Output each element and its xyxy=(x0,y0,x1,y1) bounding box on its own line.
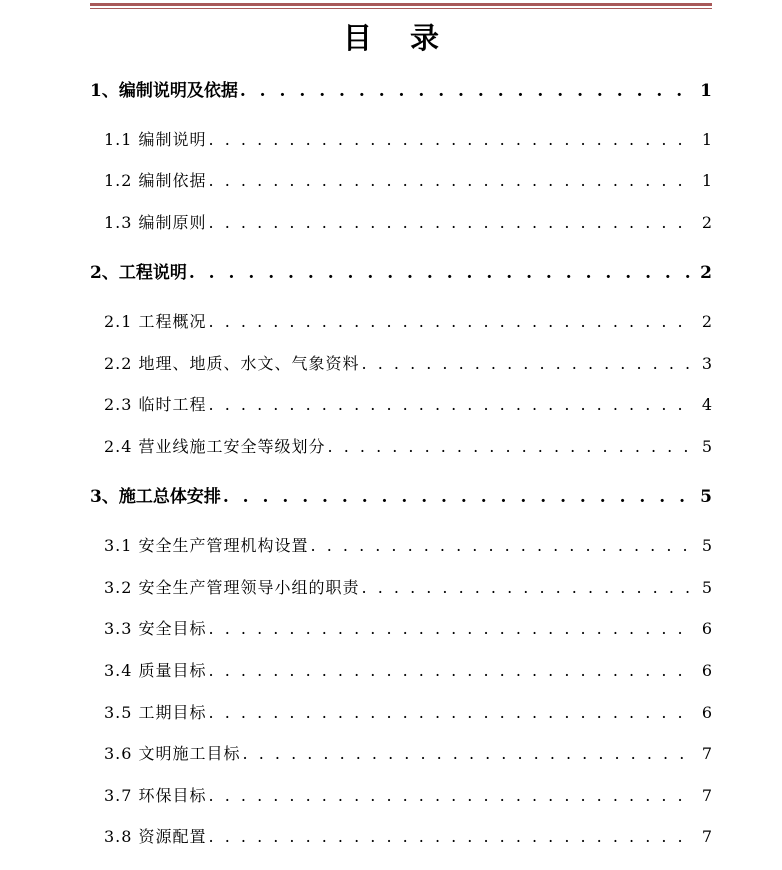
toc-title: 目 录 xyxy=(342,21,454,55)
toc-dot-leader xyxy=(362,351,694,377)
toc-page-number: 5 xyxy=(701,437,712,456)
toc-entry-label: 3.5 工期目标 xyxy=(104,703,207,722)
toc-entry-3-5[interactable] xyxy=(104,700,712,726)
toc-dot-leader xyxy=(209,392,694,418)
toc-dot-leader xyxy=(240,78,694,104)
toc-entry-label: 1.1 编制说明 xyxy=(104,130,207,149)
toc-entry-3[interactable] xyxy=(90,484,712,510)
toc-dot-leader xyxy=(223,484,694,510)
toc-page-number: 3 xyxy=(701,354,712,373)
toc-dot-leader xyxy=(243,741,694,767)
toc-entry-label: 3.3 安全目标 xyxy=(104,619,207,638)
toc-entry-label: 3.1 安全生产管理机构设置 xyxy=(104,536,309,555)
toc-entry-1-1[interactable] xyxy=(104,127,712,153)
toc-page-number: 5 xyxy=(700,487,712,507)
toc-entry-2-2[interactable] xyxy=(104,351,712,377)
toc-dot-leader xyxy=(209,783,694,809)
toc-entry-label: 2.4 营业线施工安全等级划分 xyxy=(104,437,326,456)
toc-entry-3-2[interactable] xyxy=(104,575,712,601)
toc-page-number: 6 xyxy=(701,703,712,722)
toc-page-number: 5 xyxy=(701,578,712,597)
toc-dot-leader xyxy=(209,824,694,850)
toc-entry-label: 3.7 环保目标 xyxy=(104,786,207,805)
toc-dot-leader xyxy=(209,168,694,194)
toc-entry-1[interactable] xyxy=(90,78,712,104)
toc-page-number: 7 xyxy=(701,744,712,763)
toc-dot-leader xyxy=(209,309,694,335)
toc-entry-label: 2.1 工程概况 xyxy=(104,312,207,331)
toc-entry-2-1[interactable] xyxy=(104,309,712,335)
toc-entry-3-4[interactable] xyxy=(104,658,712,684)
toc-page-number: 2 xyxy=(701,312,712,331)
toc-dot-leader xyxy=(189,260,694,286)
toc-page-number: 7 xyxy=(701,786,712,805)
toc-entry-3-1[interactable] xyxy=(104,533,712,559)
toc-entry-label: 2、工程说明 xyxy=(90,263,187,283)
toc-entry-label: 1.3 编制原则 xyxy=(104,213,207,232)
toc-entry-3-3[interactable] xyxy=(104,616,712,642)
toc-entry-label: 2.2 地理、地质、水文、气象资料 xyxy=(104,354,360,373)
toc-dot-leader xyxy=(362,575,694,601)
toc-dot-leader xyxy=(328,434,694,460)
toc-page-number: 1 xyxy=(701,171,712,190)
toc-dot-leader xyxy=(311,533,694,559)
toc-dot-leader xyxy=(209,616,694,642)
toc-dot-leader xyxy=(209,210,694,236)
toc-entry-label: 3.2 安全生产管理领导小组的职责 xyxy=(104,578,360,597)
toc-entry-2-4[interactable] xyxy=(104,434,712,460)
toc-entry-label: 1.2 编制依据 xyxy=(104,171,207,190)
toc-entry-2-3[interactable] xyxy=(104,392,712,418)
toc-page-number: 1 xyxy=(701,130,712,149)
toc-entry-1-3[interactable] xyxy=(104,210,712,236)
toc-entry-1-2[interactable] xyxy=(104,168,712,194)
toc-entry-3-6[interactable] xyxy=(104,741,712,767)
toc-page-number: 7 xyxy=(701,827,712,846)
toc-page-number: 6 xyxy=(701,661,712,680)
toc-entry-label: 3.8 资源配置 xyxy=(104,827,207,846)
toc-dot-leader xyxy=(209,700,694,726)
toc-dot-leader xyxy=(209,127,694,153)
toc-page-number: 5 xyxy=(701,536,712,555)
toc-page-number: 4 xyxy=(701,395,712,414)
toc-dot-leader xyxy=(209,658,694,684)
toc-entry-label: 2.3 临时工程 xyxy=(104,395,207,414)
toc-entry-3-7[interactable] xyxy=(104,783,712,809)
toc-page-number: 2 xyxy=(701,213,712,232)
toc-entry-label: 1、编制说明及依据 xyxy=(90,81,238,101)
toc-page-number: 1 xyxy=(700,81,712,101)
toc-entry-2[interactable] xyxy=(90,260,712,286)
toc-entry-3-8[interactable] xyxy=(104,824,712,850)
toc-entry-label: 3.4 质量目标 xyxy=(104,661,207,680)
toc-page-number: 6 xyxy=(701,619,712,638)
toc-entry-label: 3.6 文明施工目标 xyxy=(104,744,241,763)
toc-entry-label: 3、施工总体安排 xyxy=(90,487,221,507)
toc-page-number: 2 xyxy=(700,263,712,283)
